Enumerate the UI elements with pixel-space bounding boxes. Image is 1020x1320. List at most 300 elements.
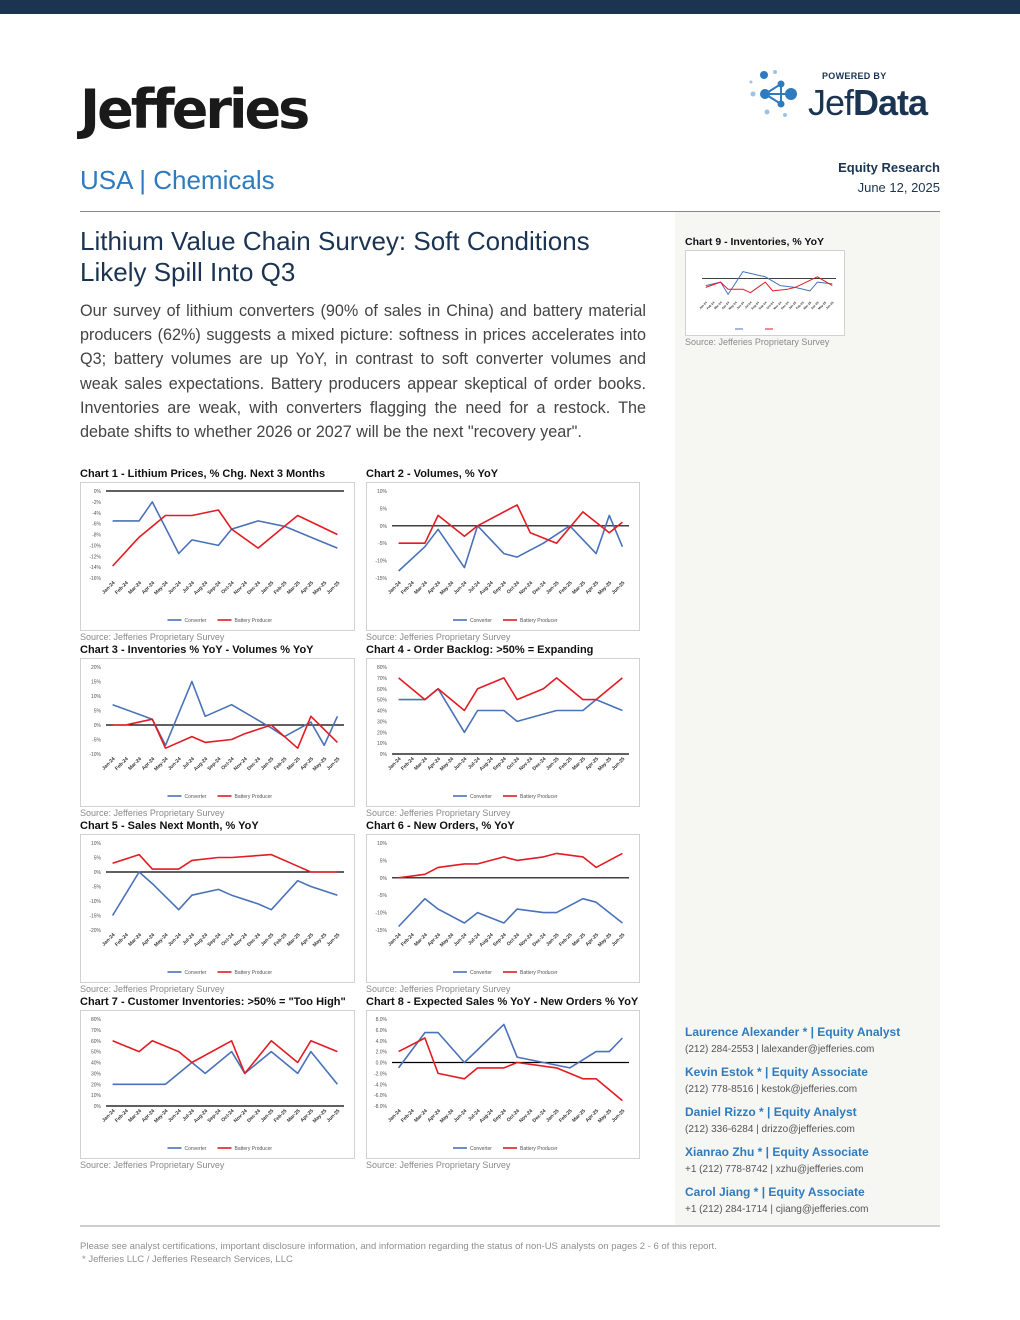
y-tick-label: 6.0% <box>375 1027 387 1034</box>
chart3-source: Source: Jefferies Proprietary Survey <box>80 808 225 818</box>
legend-label: Battery Producer <box>234 969 273 976</box>
y-tick-label: -8% <box>92 532 101 539</box>
x-tick-label: May-25 <box>596 1108 614 1125</box>
series-line-converter <box>399 1024 623 1068</box>
y-tick-label: 0% <box>93 870 101 876</box>
x-tick-label: Jan-24 <box>101 1108 117 1124</box>
x-tick-label: Jun-25 <box>610 580 627 596</box>
x-tick-label: Jan-25 <box>259 932 276 948</box>
series-line-battery-producer <box>399 853 623 877</box>
chart2-svg <box>367 483 639 630</box>
x-tick-label: Nov-24 <box>232 1108 249 1125</box>
report-summary: Our survey of lithium converters (90% of sales in China) and battery material producers (62%) suggests a mixed picture: softness in prices accelerates into Q3; battery volumes are up YoY, in contrast to soft converter volumes and weak sales expectations. Battery producers appear skeptical of order books. Inventories are weak, with converters flagging the need for a restock. The debate shifts to whether 2026 or 2027 will be the next "recovery year". <box>80 302 646 442</box>
x-tick-label: Mar-25 <box>285 1108 302 1124</box>
y-tick-label: 10% <box>376 841 387 847</box>
y-tick-label: -12% <box>89 554 101 561</box>
x-tick-label: Jan-24 <box>387 932 403 948</box>
x-tick-label: Jan-25 <box>259 756 276 772</box>
series-line-converter <box>399 899 623 927</box>
chart3-title: Chart 3 - Inventories % YoY - Volumes % YoY <box>80 644 314 656</box>
x-tick-label: Oct-24 <box>220 932 236 948</box>
x-tick-label: Sep-24 <box>206 1108 223 1125</box>
x-tick-label: Dec-24 <box>531 756 548 773</box>
analyst-card <box>685 1105 940 1135</box>
x-tick-label: May-24 <box>153 932 170 949</box>
x-tick-label: Mar-25 <box>571 580 587 596</box>
y-tick-label: -6% <box>92 521 101 528</box>
y-tick-label: 80% <box>90 1017 101 1023</box>
analyst-name[interactable]: Carol Jiang * | Equity Associate <box>685 1185 865 1199</box>
x-tick-label: May-24 <box>438 580 456 597</box>
chart9-frame <box>685 250 845 336</box>
legend-label: Converter <box>470 617 492 624</box>
chart2-title: Chart 2 - Volumes, % YoY <box>366 468 499 480</box>
analyst-card <box>685 1145 940 1175</box>
x-tick-label: May-25 <box>311 1108 329 1125</box>
y-tick-label: 20% <box>376 730 387 737</box>
y-tick-label: 40% <box>376 708 387 715</box>
x-tick-label: Jan-25 <box>787 300 798 311</box>
x-tick-label: Mar-24 <box>413 756 429 772</box>
x-tick-label: Jun-25 <box>610 1108 627 1124</box>
y-tick-label: 30% <box>376 719 387 726</box>
x-tick-label: Feb-25 <box>558 1108 574 1124</box>
chart5-source: Source: Jefferies Proprietary Survey <box>80 984 225 994</box>
series-line-converter <box>706 272 833 295</box>
chart8-frame <box>366 1010 640 1159</box>
y-tick-label: -15% <box>375 576 387 582</box>
y-tick-label: -8.0% <box>373 1104 387 1110</box>
y-tick-label: -15% <box>375 928 387 934</box>
series-line-converter <box>399 689 623 733</box>
x-tick-label: Jul-24 <box>181 932 196 947</box>
x-tick-label: Apr-25 <box>299 932 315 948</box>
legend-label: Converter <box>184 969 207 976</box>
x-tick-label: Mar-25 <box>571 756 587 772</box>
x-tick-label: Apr-24 <box>720 300 731 311</box>
x-tick-label: Mar-25 <box>571 1108 587 1124</box>
y-tick-label: 70% <box>376 675 387 682</box>
x-tick-label: May-25 <box>596 932 614 949</box>
chart2-frame <box>366 482 640 631</box>
x-tick-label: Apr-24 <box>426 580 442 596</box>
x-tick-label: Feb-24 <box>400 932 416 948</box>
x-tick-label: Nov-24 <box>232 932 249 949</box>
footer-divider <box>80 1225 940 1227</box>
x-tick-label: Jan-24 <box>101 756 117 772</box>
chart7-frame <box>80 1010 355 1159</box>
chart4-frame <box>366 658 640 807</box>
x-tick-label: Sep-24 <box>757 300 768 311</box>
legend-label: Battery Producer <box>234 1145 273 1152</box>
x-tick-label: Jun-25 <box>824 300 835 311</box>
x-tick-label: Jan-24 <box>387 756 403 772</box>
x-tick-label: Jun-24 <box>735 300 746 311</box>
series-line-battery-producer <box>113 716 338 748</box>
series-line-battery-producer <box>399 1038 623 1101</box>
y-tick-label: 10% <box>376 489 387 495</box>
x-tick-label: Jun-24 <box>166 1108 183 1124</box>
x-tick-label: Feb-25 <box>558 932 574 948</box>
analyst-contact[interactable]: +1 (212) 778-8742 | xzhu@jefferies.com <box>685 1164 864 1175</box>
y-tick-label: -10% <box>89 543 101 550</box>
x-tick-label: May-25 <box>311 932 329 949</box>
x-tick-label: Oct-24 <box>505 756 521 772</box>
x-tick-label: May-24 <box>438 756 456 773</box>
x-tick-label: Jan-25 <box>545 932 561 948</box>
x-tick-label: May-25 <box>311 756 329 773</box>
x-tick-label: Apr-25 <box>584 1108 600 1124</box>
series-line-converter <box>399 515 623 571</box>
x-tick-label: Feb-24 <box>400 580 416 596</box>
x-tick-label: May-25 <box>817 300 828 311</box>
y-tick-label: 4.0% <box>375 1038 387 1045</box>
y-tick-label: -10% <box>375 558 387 565</box>
x-tick-label: Jul-24 <box>181 756 196 771</box>
x-tick-label: Nov-24 <box>772 300 783 311</box>
x-tick-label: Sep-24 <box>206 932 223 949</box>
x-tick-label: Nov-24 <box>518 932 535 949</box>
y-tick-label: 50% <box>90 1049 101 1056</box>
y-tick-label: -5% <box>378 541 387 548</box>
x-tick-label: Mar-25 <box>802 300 813 311</box>
x-tick-label: Dec-24 <box>246 756 262 773</box>
x-tick-label: Jan-25 <box>259 1108 276 1124</box>
x-tick-label: Apr-25 <box>299 580 315 596</box>
legend-label: Battery Producer <box>234 793 273 800</box>
x-tick-label: Nov-24 <box>518 580 535 597</box>
chart1-frame <box>80 482 355 631</box>
x-tick-label: Oct-24 <box>505 932 521 948</box>
y-tick-label: -15% <box>89 913 101 920</box>
x-tick-label: Jun-24 <box>452 1108 469 1124</box>
x-tick-label: Dec-24 <box>531 1108 548 1125</box>
chart6-title: Chart 6 - New Orders, % YoY <box>366 820 515 832</box>
analyst-contact[interactable]: (212) 284-2553 | lalexander@jefferies.com <box>685 1044 875 1055</box>
y-tick-label: 10% <box>90 1093 101 1100</box>
x-tick-label: Apr-25 <box>584 756 600 772</box>
x-tick-label: Dec-24 <box>531 580 548 597</box>
jefferies-logo: Jefferies <box>80 78 308 141</box>
legend-label: Battery Producer <box>520 793 558 800</box>
x-tick-label: Aug-24 <box>192 1108 210 1125</box>
analyst-card <box>685 1025 940 1055</box>
x-tick-label: Jan-24 <box>101 580 117 596</box>
x-tick-label: Jun-25 <box>610 932 627 948</box>
x-tick-label: Sep-24 <box>491 1108 508 1125</box>
y-tick-label: 10% <box>376 741 387 748</box>
chart4-svg <box>367 659 639 806</box>
y-tick-label: -16% <box>89 576 101 582</box>
x-tick-label: Dec-24 <box>246 1108 262 1125</box>
x-tick-label: Oct-24 <box>765 300 775 311</box>
y-tick-label: 20% <box>90 1082 101 1089</box>
x-tick-label: Mar-24 <box>127 756 143 772</box>
chart7-title: Chart 7 - Customer Inventories: >50% = "Too High" <box>80 996 346 1008</box>
y-tick-label: 80% <box>376 665 387 671</box>
x-tick-label: Oct-24 <box>220 1108 236 1124</box>
analyst-contact[interactable]: (212) 336-6284 | drizzo@jefferies.com <box>685 1124 855 1135</box>
legend-label: Converter <box>184 1145 207 1152</box>
x-tick-label: Sep-24 <box>491 580 508 597</box>
x-tick-label: Aug-24 <box>192 932 210 949</box>
x-tick-label: May-24 <box>438 1108 456 1125</box>
x-tick-label: Feb-25 <box>558 580 574 596</box>
x-tick-label: Apr-24 <box>140 756 157 772</box>
x-tick-label: Feb-24 <box>114 1108 130 1124</box>
analyst-card <box>685 1065 940 1095</box>
report-headline: Lithium Value Chain Survey: Soft Conditions Likely Spill Into Q3 <box>80 226 590 287</box>
doc-type: Equity Research <box>838 160 940 175</box>
y-tick-label: 10% <box>90 694 101 700</box>
chart9-title: Chart 9 - Inventories, % YoY <box>685 236 825 248</box>
chart6-frame <box>366 834 640 983</box>
x-tick-label: May-25 <box>596 580 614 597</box>
x-tick-label: Oct-24 <box>220 580 236 596</box>
chart8-title: Chart 8 - Expected Sales % YoY - New Orders % YoY <box>366 996 639 1008</box>
x-tick-label: Jan-25 <box>545 756 561 772</box>
disclosure-text: Please see analyst certifications, important disclosure information, and information regarding the status of non-US analysts on pages 2 - 6 of this report. <box>80 1241 717 1252</box>
y-tick-label: -2.0% <box>373 1071 387 1078</box>
y-tick-label: 0% <box>93 1104 101 1110</box>
x-tick-label: Mar-25 <box>285 580 302 596</box>
x-tick-label: Apr-25 <box>299 1108 315 1124</box>
x-tick-label: Feb-24 <box>400 756 416 772</box>
report-date: June 12, 2025 <box>857 180 940 195</box>
x-tick-label: Jan-25 <box>545 580 561 596</box>
chart5-title: Chart 5 - Sales Next Month, % YoY <box>80 820 259 832</box>
x-tick-label: Jun-24 <box>452 756 469 772</box>
x-tick-label: May-25 <box>596 756 614 773</box>
y-tick-label: -6.0% <box>373 1093 387 1100</box>
x-tick-label: Jun-24 <box>166 756 183 772</box>
y-tick-label: 0.0% <box>375 1060 387 1067</box>
x-tick-label: Jan-25 <box>259 580 276 596</box>
x-tick-label: Jul-24 <box>181 580 196 595</box>
x-tick-label: Dec-24 <box>246 580 262 597</box>
x-tick-label: Mar-25 <box>285 932 302 948</box>
x-tick-label: Apr-24 <box>426 1108 442 1124</box>
y-tick-label: -5% <box>378 893 387 900</box>
legend-label: Converter <box>184 793 207 800</box>
x-tick-label: Nov-24 <box>232 756 249 773</box>
powered-by-label: POWERED BY <box>822 71 887 81</box>
y-tick-label: 60% <box>90 1038 101 1045</box>
y-tick-label: 5% <box>379 506 387 513</box>
x-tick-label: May-25 <box>311 580 329 597</box>
x-tick-label: Feb-25 <box>272 756 289 772</box>
x-tick-label: Apr-25 <box>810 300 820 311</box>
chart6-source: Source: Jefferies Proprietary Survey <box>366 984 511 994</box>
x-tick-label: Oct-24 <box>220 756 236 772</box>
x-tick-label: Nov-24 <box>232 580 249 597</box>
x-tick-label: Mar-24 <box>713 300 723 311</box>
x-tick-label: Apr-24 <box>140 1108 157 1124</box>
chart3-svg <box>81 659 354 806</box>
chart4-source: Source: Jefferies Proprietary Survey <box>366 808 511 818</box>
y-tick-label: -10% <box>89 752 101 758</box>
x-tick-label: Jun-25 <box>610 756 627 772</box>
x-tick-label: Mar-24 <box>413 1108 429 1124</box>
x-tick-label: Mar-24 <box>413 932 429 948</box>
x-tick-label: Jun-24 <box>166 932 183 948</box>
y-tick-label: -10% <box>89 899 101 905</box>
chart6-svg <box>367 835 639 982</box>
y-tick-label: 30% <box>90 1071 101 1078</box>
y-tick-label: 20% <box>90 665 101 671</box>
x-tick-label: Feb-24 <box>400 1108 416 1124</box>
chart5-frame <box>80 834 355 983</box>
y-tick-label: 15% <box>90 679 101 686</box>
analyst-contact[interactable]: (212) 778-8516 | kestok@jefferies.com <box>685 1084 858 1095</box>
x-tick-label: Mar-25 <box>571 932 587 948</box>
y-tick-label: 0% <box>379 523 387 530</box>
x-tick-label: Jul-24 <box>467 1108 482 1123</box>
x-tick-label: Jun-25 <box>325 932 342 948</box>
entity-note: * Jefferies LLC / Jefferies Research Services, LLC <box>82 1254 293 1265</box>
y-tick-label: 0% <box>379 875 387 882</box>
sector-label: USA | Chemicals <box>80 165 275 195</box>
chart1-title: Chart 1 - Lithium Prices, % Chg. Next 3 Months <box>80 468 326 480</box>
chart4-title: Chart 4 - Order Backlog: >50% = Expanding <box>366 644 594 656</box>
x-tick-label: Feb-24 <box>705 300 716 311</box>
chart9-svg <box>686 251 844 335</box>
y-tick-label: -4% <box>92 510 101 517</box>
x-tick-label: Aug-24 <box>478 756 495 773</box>
x-tick-label: May-24 <box>153 1108 170 1125</box>
y-tick-label: -5% <box>92 737 101 744</box>
x-tick-label: Sep-24 <box>206 580 223 597</box>
chart7-source: Source: Jefferies Proprietary Survey <box>80 1160 225 1170</box>
y-tick-label: 5% <box>93 708 101 715</box>
x-tick-label: Apr-25 <box>584 932 600 948</box>
x-tick-label: Jun-24 <box>452 580 469 596</box>
x-tick-label: Feb-25 <box>272 1108 289 1124</box>
chart9-source: Source: Jefferies Proprietary Survey <box>685 337 830 347</box>
y-tick-label: 8.0% <box>375 1017 387 1023</box>
x-tick-label: Apr-25 <box>584 580 600 596</box>
x-tick-label: Oct-24 <box>505 580 521 596</box>
y-tick-label: 2.0% <box>375 1049 387 1056</box>
x-tick-label: May-24 <box>727 300 738 311</box>
y-tick-label: -2% <box>92 499 101 506</box>
analyst-name[interactable]: Kevin Estok * | Equity Associate <box>685 1065 868 1079</box>
x-tick-label: Aug-24 <box>192 580 210 597</box>
y-tick-label: -5% <box>92 884 101 891</box>
x-tick-label: Feb-25 <box>272 932 289 948</box>
y-tick-label: 0% <box>93 723 101 729</box>
x-tick-label: Jan-24 <box>387 580 403 596</box>
x-tick-label: Aug-24 <box>478 932 495 949</box>
x-tick-label: Jul-24 <box>467 580 482 595</box>
analyst-name[interactable]: Xianrao Zhu * | Equity Associate <box>685 1145 869 1159</box>
x-tick-label: Mar-24 <box>127 580 143 596</box>
x-tick-label: Mar-25 <box>285 756 302 772</box>
x-tick-label: Feb-24 <box>114 932 130 948</box>
x-tick-label: Jan-24 <box>101 932 117 948</box>
x-tick-label: Jul-24 <box>467 932 482 947</box>
analyst-contact[interactable]: +1 (212) 284-1714 | cjiang@jefferies.com <box>685 1204 869 1215</box>
legend-label: Converter <box>470 969 492 976</box>
x-tick-label: Jun-25 <box>325 580 342 596</box>
y-tick-label: 10% <box>90 841 101 847</box>
x-tick-label: Apr-24 <box>140 580 157 596</box>
x-tick-label: Aug-24 <box>750 300 761 311</box>
series-line-converter <box>113 502 338 554</box>
x-tick-label: Feb-25 <box>272 580 289 596</box>
x-tick-label: Feb-24 <box>114 580 130 596</box>
chart8-source: Source: Jefferies Proprietary Survey <box>366 1160 511 1170</box>
chart1-source: Source: Jefferies Proprietary Survey <box>80 632 225 642</box>
x-tick-label: Feb-24 <box>114 756 130 772</box>
chart2-source: Source: Jefferies Proprietary Survey <box>366 632 511 642</box>
analyst-name[interactable]: Laurence Alexander * | Equity Analyst <box>685 1025 901 1039</box>
x-tick-label: Mar-24 <box>127 932 143 948</box>
y-tick-label: 0% <box>93 489 101 495</box>
legend-label: Battery Producer <box>520 1145 558 1152</box>
x-tick-label: Apr-24 <box>426 756 442 772</box>
chart3-frame <box>80 658 355 807</box>
x-tick-label: Apr-24 <box>140 932 157 948</box>
x-tick-label: Dec-24 <box>780 300 790 311</box>
analyst-name[interactable]: Daniel Rizzo * | Equity Analyst <box>685 1105 857 1119</box>
x-tick-label: Jun-24 <box>166 580 183 596</box>
analyst-card <box>685 1185 940 1215</box>
x-tick-label: Sep-24 <box>491 756 508 773</box>
x-tick-label: Feb-25 <box>795 300 805 311</box>
x-tick-label: Aug-24 <box>192 756 210 773</box>
x-tick-label: Jun-24 <box>452 932 469 948</box>
y-tick-label: -4.0% <box>373 1082 387 1089</box>
legend-label: Battery Producer <box>520 617 558 624</box>
x-tick-label: Jul-24 <box>743 300 753 310</box>
x-tick-label: Jun-25 <box>325 1108 342 1124</box>
x-tick-label: Mar-24 <box>413 580 429 596</box>
legend-label: Converter <box>184 617 207 624</box>
series-line-converter <box>113 1052 338 1085</box>
chart5-svg <box>81 835 354 982</box>
y-tick-label: -14% <box>89 565 101 572</box>
legend-label: Battery Producer <box>234 617 273 624</box>
chart7-svg <box>81 1011 354 1158</box>
y-tick-label: -10% <box>375 910 387 917</box>
x-tick-label: May-24 <box>153 756 170 773</box>
y-tick-label: 40% <box>90 1060 101 1067</box>
legend-label: Converter <box>470 793 492 800</box>
x-tick-label: Jan-25 <box>545 1108 561 1124</box>
x-tick-label: Jul-24 <box>181 1108 196 1123</box>
x-tick-label: Aug-24 <box>478 580 495 597</box>
x-tick-label: May-24 <box>438 932 456 949</box>
x-tick-label: Mar-24 <box>127 1108 143 1124</box>
jefdata-network-icon <box>745 68 805 120</box>
jefdata-logo: JefData <box>808 82 928 123</box>
x-tick-label: Jan-24 <box>698 300 708 311</box>
y-tick-label: 5% <box>379 858 387 865</box>
x-tick-label: Jun-25 <box>325 756 342 772</box>
x-tick-label: May-24 <box>153 580 170 597</box>
x-tick-label: Jan-24 <box>387 1108 403 1124</box>
x-tick-label: Jul-24 <box>467 756 482 771</box>
top-banner <box>0 0 1020 14</box>
legend-label: Battery Producer <box>520 969 558 976</box>
series-line-converter <box>113 872 338 916</box>
x-tick-label: Aug-24 <box>478 1108 495 1125</box>
y-tick-label: 0% <box>379 752 387 758</box>
x-tick-label: Oct-24 <box>505 1108 521 1124</box>
y-tick-label: -20% <box>89 928 101 934</box>
x-tick-label: Apr-25 <box>299 756 315 772</box>
